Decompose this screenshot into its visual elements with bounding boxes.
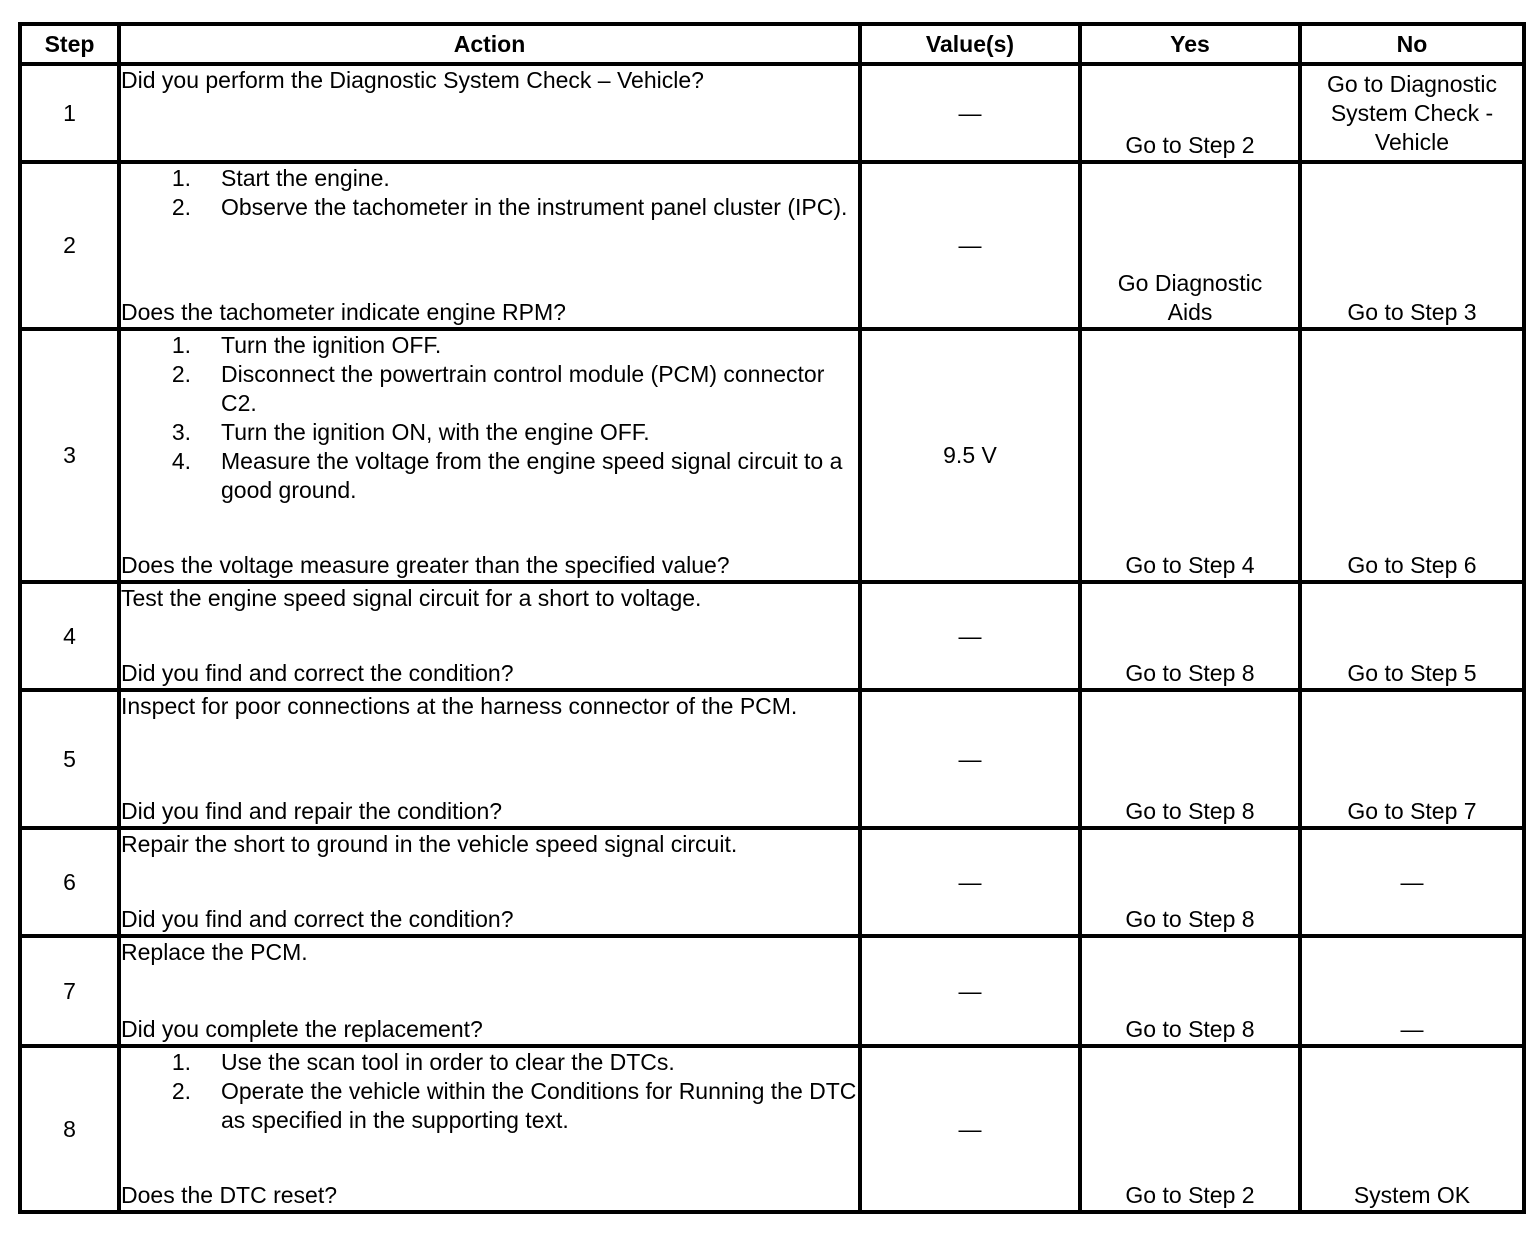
yes-cell: Go to Step 8: [1080, 936, 1300, 1046]
table-row: [20, 690, 1524, 828]
header-row: [20, 24, 1524, 64]
yes-cell: Go to Step 8: [1080, 582, 1300, 690]
action-cell: [119, 1046, 860, 1212]
header-action: Action: [119, 24, 860, 64]
header-no: No: [1300, 24, 1524, 64]
list-item: 2. Disconnect the powertrain control module (PCM) connector C2.: [171, 361, 825, 416]
list-item: 2. Operate the vehicle within the Conditions for Running the DTC as specified in the supporting text.: [171, 1078, 857, 1133]
action-question: Did you find and correct the condition?: [121, 660, 514, 686]
list-item: 3. Turn the ignition ON, with the engine OFF.: [171, 419, 650, 445]
list-item: 4. Measure the voltage from the engine speed signal circuit to a good ground.: [171, 448, 843, 503]
step-number: 2: [20, 162, 119, 329]
action-question: Did you find and correct the condition?: [121, 906, 514, 932]
table-row: [20, 162, 1524, 329]
yes-cell: Go to Step 2: [1080, 64, 1300, 162]
action-cell: [119, 936, 860, 1046]
action-text: Test the engine speed signal circuit for a short to voltage.: [121, 585, 702, 611]
step-number: 6: [20, 828, 119, 936]
no-cell: Go to Step 7: [1300, 690, 1524, 828]
list-item: 1. Use the scan tool in order to clear the DTCs.: [171, 1049, 675, 1075]
table-row: [20, 828, 1524, 936]
list-item: 1. Start the engine.: [171, 165, 390, 191]
action-cell: [119, 162, 860, 329]
value-cell: —: [860, 162, 1080, 329]
value-cell: —: [860, 936, 1080, 1046]
no-cell: —: [1300, 936, 1524, 1046]
list-item: 1. Turn the ignition OFF.: [171, 332, 442, 358]
value-cell: —: [860, 828, 1080, 936]
table-row: [20, 582, 1524, 690]
no-cell: Go to Step 6: [1300, 329, 1524, 582]
action-question: Did you complete the replacement?: [121, 1016, 483, 1042]
no-cell: —: [1300, 828, 1524, 936]
list-item: 2. Observe the tachometer in the instrument panel cluster (IPC).: [171, 194, 848, 220]
no-cell: Go to Diagnostic System Check - Vehicle: [1300, 64, 1524, 162]
step-number: 1: [20, 64, 119, 162]
step-number: 4: [20, 582, 119, 690]
no-cell: System OK: [1300, 1046, 1524, 1212]
value-cell: —: [860, 582, 1080, 690]
table-row: [20, 936, 1524, 1046]
value-cell: —: [860, 64, 1080, 162]
action-cell: [119, 690, 860, 828]
header-yes: Yes: [1080, 24, 1300, 64]
table-row: [20, 329, 1524, 582]
step-number: 5: [20, 690, 119, 828]
action-question: Does the tachometer indicate engine RPM?: [121, 299, 566, 325]
action-text: Did you perform the Diagnostic System Check – Vehicle?: [121, 67, 704, 93]
action-cell: [119, 828, 860, 936]
no-cell: Go to Step 5: [1300, 582, 1524, 690]
action-question: Does the DTC reset?: [121, 1182, 338, 1208]
no-cell: Go to Step 3: [1300, 162, 1524, 329]
header-step: Step: [20, 24, 119, 64]
action-text: Repair the short to ground in the vehicle speed signal circuit.: [121, 831, 738, 857]
action-cell: [119, 64, 860, 162]
yes-cell: Go to Step 8: [1080, 828, 1300, 936]
action-steps: [121, 164, 858, 222]
action-steps: [121, 1048, 858, 1135]
diagnostic-table: [18, 22, 1526, 1214]
step-number: 7: [20, 936, 119, 1046]
yes-cell: Go Diagnostic Aids: [1080, 162, 1300, 329]
step-number: 3: [20, 329, 119, 582]
yes-cell: Go to Step 8: [1080, 690, 1300, 828]
table-row: [20, 1046, 1524, 1212]
yes-cell: Go to Step 4: [1080, 329, 1300, 582]
table-row: [20, 64, 1524, 162]
yes-cell: Go to Step 2: [1080, 1046, 1300, 1212]
action-question: Does the voltage measure greater than the specified value?: [121, 552, 730, 578]
action-steps: [121, 331, 858, 505]
action-cell: [119, 329, 860, 582]
action-question: Did you find and repair the condition?: [121, 798, 503, 824]
header-values: Value(s): [860, 24, 1080, 64]
action-text: Replace the PCM.: [121, 939, 308, 965]
value-cell: 9.5 V: [860, 329, 1080, 582]
action-cell: [119, 582, 860, 690]
value-cell: —: [860, 690, 1080, 828]
step-number: 8: [20, 1046, 119, 1212]
value-cell: —: [860, 1046, 1080, 1212]
action-text: Inspect for poor connections at the harness connector of the PCM.: [121, 693, 798, 719]
